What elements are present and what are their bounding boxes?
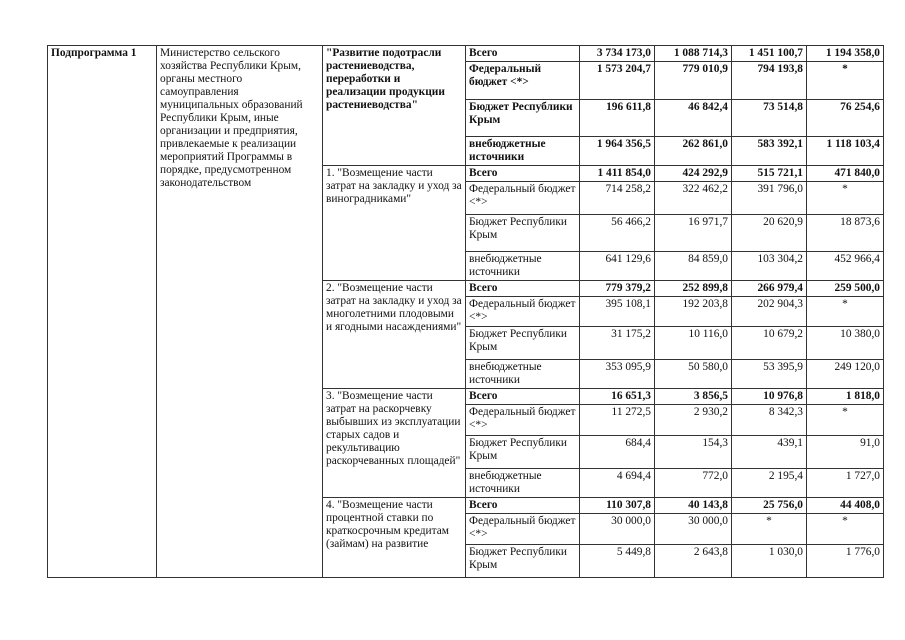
amount-cell-y3: 44 408,0 [807,498,884,514]
amount-cell-total: 16 651,3 [580,389,655,405]
amount-cell-y1: 46 842,4 [655,100,732,137]
funding-source-cell: Федеральный бюджет <*> [466,297,580,327]
amount-cell-y2: 20 620,9 [732,215,807,252]
funding-source-cell: Всего [466,46,580,62]
amount-cell-y1: 40 143,8 [655,498,732,514]
amount-cell-total: 31 175,2 [580,327,655,360]
budget-document [47,45,884,578]
funding-source-cell: Бюджет Республики Крым [466,327,580,360]
amount-cell-total: 353 095,9 [580,360,655,389]
amount-cell-y3: * [807,297,884,327]
funding-source-cell: Всего [466,498,580,514]
amount-cell-y1: 30 000,0 [655,514,732,545]
funding-source-cell: Всего [466,166,580,182]
amount-cell-y3: 1 118 103,4 [807,137,884,166]
amount-cell-y1: 192 203,8 [655,297,732,327]
amount-cell-total: 714 258,2 [580,182,655,215]
amount-cell-total: 3 734 173,0 [580,46,655,62]
funding-source-cell: Бюджет Республики Крым [466,436,580,469]
amount-cell-y2: 202 904,3 [732,297,807,327]
measure-title-cell: 1. "Возмещение части затрат на закладку и уход за виноградниками" [323,166,466,281]
funding-source-cell: внебюджетные источники [466,360,580,389]
amount-cell-y2: 10 679,2 [732,327,807,360]
amount-cell-y3: 76 254,6 [807,100,884,137]
amount-cell-y1: 779 010,9 [655,62,732,100]
amount-cell-total: 1 573 204,7 [580,62,655,100]
funding-source-cell: Бюджет Республики Крым [466,215,580,252]
amount-cell-total: 641 129,6 [580,252,655,281]
amount-cell-y1: 50 580,0 [655,360,732,389]
measure-title-cell: 4. "Возмещение части процентной ставки по краткосрочным кредитам (займам) на развитие [323,498,466,578]
amount-cell-y1: 322 462,2 [655,182,732,215]
amount-cell-y1: 2 643,8 [655,545,732,578]
amount-cell-total: 11 272,5 [580,405,655,436]
funding-source-cell: Федеральный бюджет <*> [466,514,580,545]
amount-cell-y2: 53 395,9 [732,360,807,389]
funding-source-cell: внебюджетные источники [466,469,580,498]
amount-cell-y2: 1 030,0 [732,545,807,578]
amount-cell-y2: 391 796,0 [732,182,807,215]
funding-source-cell: Бюджет Республики Крым [466,545,580,578]
amount-cell-total: 30 000,0 [580,514,655,545]
amount-cell-y3: 249 120,0 [807,360,884,389]
executor-cell: Министерство сельского хозяйства Республики Крым, органы местного самоуправления муниципальных образований Республики Крым, иные организации и предприятия, привлекаемые к реализации мероприятий Программы в порядке, предусмотренном законодательством [157,46,323,578]
amount-cell-total: 1 964 356,5 [580,137,655,166]
funding-source-cell: Бюджет Республики Крым [466,100,580,137]
amount-cell-total: 1 411 854,0 [580,166,655,182]
amount-cell-y2: 1 451 100,7 [732,46,807,62]
amount-cell-y2: * [732,514,807,545]
amount-cell-y3: * [807,514,884,545]
measure-title-cell: 2. "Возмещение части затрат на закладку и уход за многолетними плодовыми и ягодными насаждениями" [323,281,466,389]
funding-source-cell: Федеральный бюджет <*> [466,405,580,436]
amount-cell-y3: 471 840,0 [807,166,884,182]
amount-cell-y3: 18 873,6 [807,215,884,252]
funding-source-cell: внебюджетные источники [466,252,580,281]
amount-cell-y1: 3 856,5 [655,389,732,405]
amount-cell-y1: 16 971,7 [655,215,732,252]
amount-cell-total: 779 379,2 [580,281,655,297]
amount-cell-y2: 10 976,8 [732,389,807,405]
funding-source-cell: Федеральный бюджет <*> [466,62,580,100]
amount-cell-total: 4 694,4 [580,469,655,498]
amount-cell-y3: * [807,182,884,215]
table-row [48,46,884,62]
amount-cell-y3: * [807,405,884,436]
amount-cell-y2: 2 195,4 [732,469,807,498]
amount-cell-y2: 515 721,1 [732,166,807,182]
funding-source-cell: внебюджетные источники [466,137,580,166]
amount-cell-y3: 259 500,0 [807,281,884,297]
funding-source-cell: Всего [466,389,580,405]
amount-cell-y1: 1 088 714,3 [655,46,732,62]
amount-cell-y2: 73 514,8 [732,100,807,137]
amount-cell-y1: 424 292,9 [655,166,732,182]
amount-cell-y1: 10 116,0 [655,327,732,360]
amount-cell-total: 196 611,8 [580,100,655,137]
amount-cell-y2: 794 193,8 [732,62,807,100]
measure-title-cell: 3. "Возмещение части затрат на раскорчевку выбывших из эксплуатации старых садов и рекультивацию раскорчеванных площадей" [323,389,466,498]
subprogram-cell: Подпрограмма 1 [48,46,157,578]
amount-cell-y3: 1 194 358,0 [807,46,884,62]
amount-cell-y1: 154,3 [655,436,732,469]
amount-cell-y1: 2 930,2 [655,405,732,436]
amount-cell-y3: * [807,62,884,100]
amount-cell-total: 684,4 [580,436,655,469]
amount-cell-total: 56 466,2 [580,215,655,252]
amount-cell-total: 5 449,8 [580,545,655,578]
amount-cell-y3: 1 776,0 [807,545,884,578]
budget-table [47,45,884,578]
amount-cell-y3: 452 966,4 [807,252,884,281]
amount-cell-y1: 252 899,8 [655,281,732,297]
amount-cell-y2: 103 304,2 [732,252,807,281]
measure-title-cell: "Развитие подотрасли растениеводства, переработки и реализации продукции растениеводства" [323,46,466,166]
amount-cell-y2: 583 392,1 [732,137,807,166]
amount-cell-y2: 8 342,3 [732,405,807,436]
funding-source-cell: Федеральный бюджет <*> [466,182,580,215]
amount-cell-y3: 1 818,0 [807,389,884,405]
amount-cell-total: 110 307,8 [580,498,655,514]
funding-source-cell: Всего [466,281,580,297]
amount-cell-y3: 91,0 [807,436,884,469]
amount-cell-total: 395 108,1 [580,297,655,327]
amount-cell-y2: 266 979,4 [732,281,807,297]
amount-cell-y1: 262 861,0 [655,137,732,166]
amount-cell-y3: 1 727,0 [807,469,884,498]
amount-cell-y2: 439,1 [732,436,807,469]
amount-cell-y2: 25 756,0 [732,498,807,514]
amount-cell-y1: 772,0 [655,469,732,498]
amount-cell-y1: 84 859,0 [655,252,732,281]
amount-cell-y3: 10 380,0 [807,327,884,360]
